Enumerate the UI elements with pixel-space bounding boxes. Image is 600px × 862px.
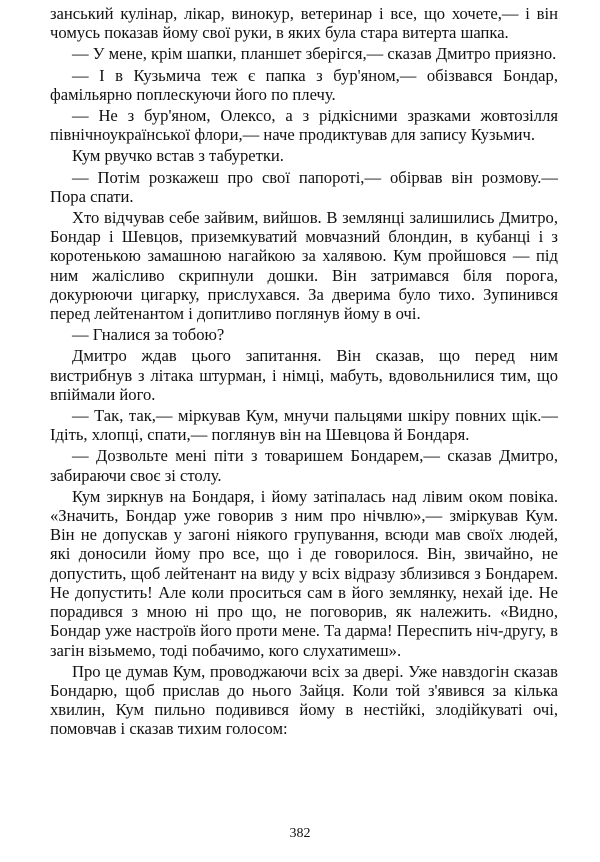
paragraph-13: Про це думав Кум, проводжаючи всіх за двері. Уже навздогін сказав Бондарю, щоб прислав до нього Зайця. Коли той з'явився за кілька хвилин, Кум пильно подивився йому в нестійкі, злодійкуваті очі, помовчав і сказав тихим голосом:: [50, 661, 558, 739]
page-number: 382: [289, 826, 311, 841]
book-page: [50, 4, 558, 741]
paragraph-4: — Не з бур'яном, Олексо, а з рідкісними зразками жовтозілля північноукраїнської флори,— наче продиктував для запису Кузьмич.: [50, 106, 558, 145]
paragraph-5: Кум рвучко встав з табуретки.: [72, 146, 284, 166]
paragraph-2: — У мене, крім шапки, планшет зберігся,— сказав Дмитро приязно.: [72, 44, 557, 64]
paragraph-3: — І в Кузьмича теж є папка з бур'яном,— обізвався Бондар, фамільярно поплескуючи його по плечу.: [50, 65, 558, 104]
paragraph-11: — Дозвольте мені піти з товаришем Бондарем,— сказав Дмитро, забираючи своє зі столу.: [50, 446, 558, 485]
paragraph-7: Хто відчував себе зайвим, вийшов. В землянці залишились Дмитро, Бондар і Шевцов, приземкуватий мовчазний блондин, в кубанці і з коротенькою замашною нагайкою за халявою. Кум пройшовся — під ним жалісливо скрипнули дошки. Він затримався біля порога, докурюючи цигарку, прислухався. За дверима було тихо. Зупинився перед лейтенантом і допитливо поглянув йому в очі.: [50, 208, 558, 324]
paragraph-6: — Потім розкажеш про свої папороті,— обірвав він розмову.— Пора спати.: [50, 167, 558, 206]
paragraph-12: Кум зиркнув на Бондаря, і йому затіпалась над лівим оком повіка. «Значить, Бондар уже говорив з ним про нічвлю»,— зміркував Кум. Він не допускав у загоні ніякого групування, всюди мав своїх людей, які доносили йому про все, що і де говорилося. Він, звичайно, не допустить, щоб лейтенант на виду у всіх відразу зблизився з Бондарем. Не допустить! Але коли проситься сам в його землянку, нехай іде. Не порадився з мною ні про що, не поговорив, як належить. «Видно, Бондар уже настроїв його проти мене. Та дарма! Переспить ніч-другу, в загін візьмемо, тоді побачимо, кого слухатимеш».: [50, 486, 558, 660]
paragraph-9: Дмитро ждав цього запитання. Він сказав, що перед ним вистрибнув з літака штурман, і німці, мабуть, вдовольнилися тим, що впіймали його.: [50, 346, 558, 404]
paragraph-8: — Гналися за тобою?: [72, 325, 225, 345]
paragraph-1: занський кулінар, лікар, винокур, ветеринар і все, що хочете,— і він чомусь показав йому свої руки, в яких була стара витерта шапка.: [50, 4, 558, 43]
paragraph-10: — Так, так,— міркував Кум, мнучи пальцями шкіру повних щік.— Ідіть, хлопці, спати,— поглянув він на Шевцова й Бондаря.: [50, 406, 558, 445]
